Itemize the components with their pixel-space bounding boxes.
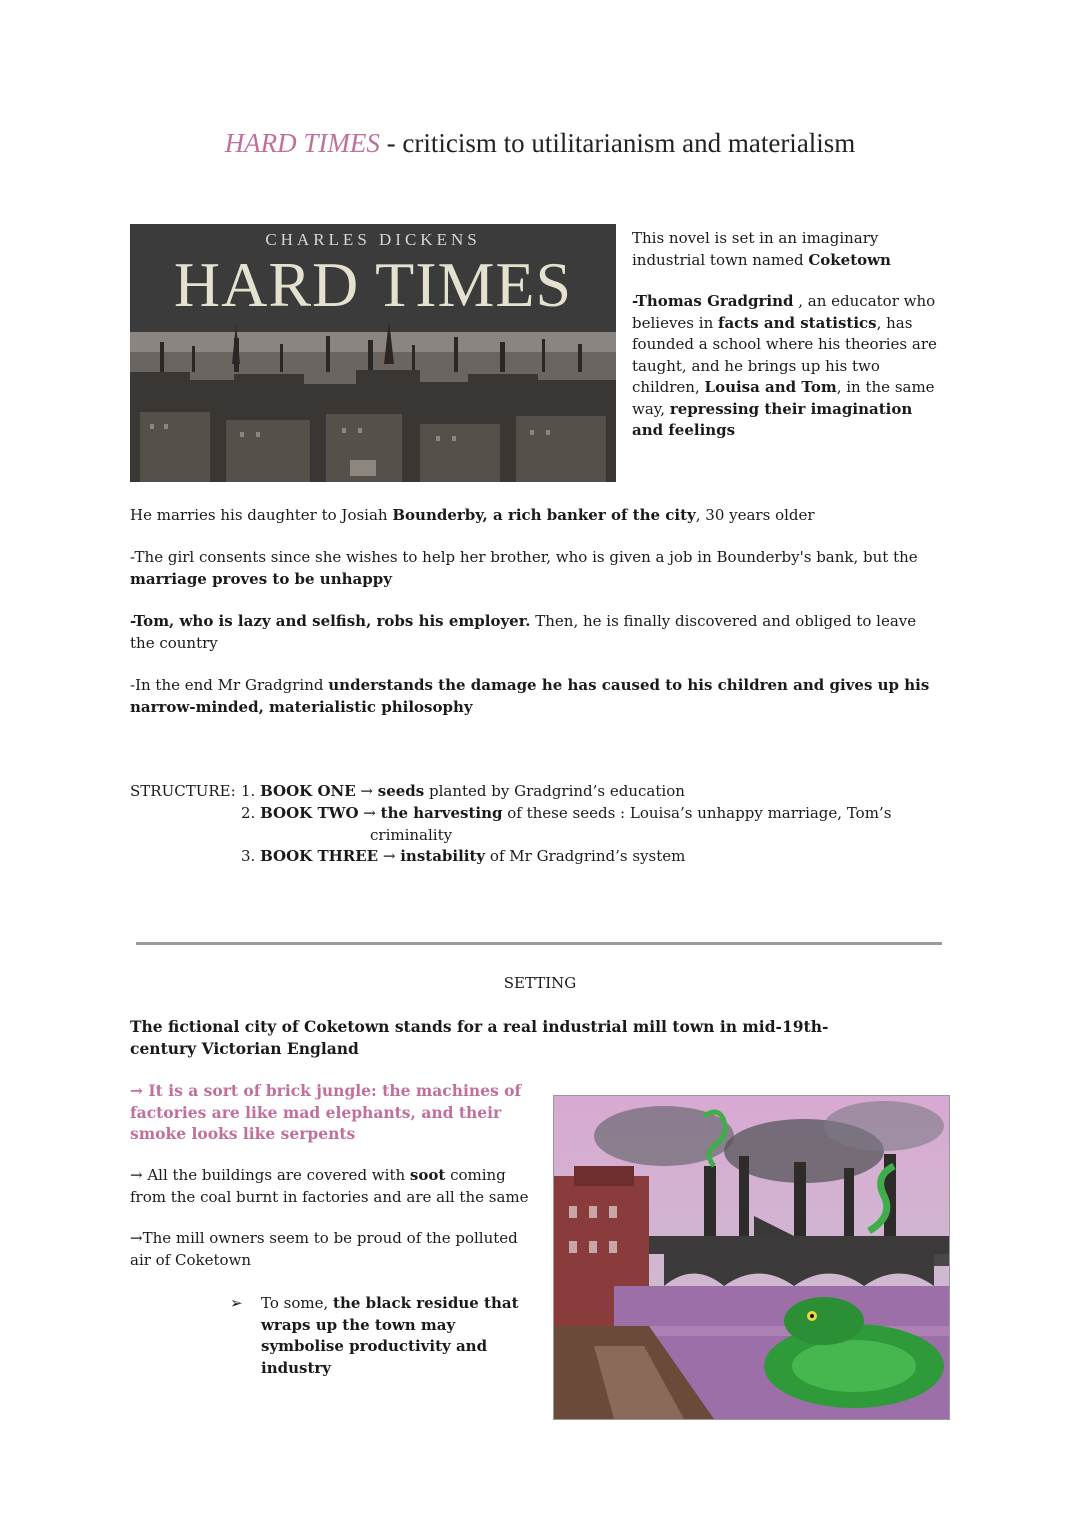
plot-l4-text: -In the end Mr Gradgrind (130, 676, 329, 694)
plot-marriage (130, 505, 930, 527)
soot-bold: soot (409, 1166, 446, 1184)
plot-l4-bold: understands the damage he has caused to his children and gives up his narrow-minded, materialistic philosophy (130, 676, 930, 716)
brick-jungle-text: It is a sort of brick jungle: the machines of factories are like mad elephants, and their smoke looks like serpents (130, 1081, 522, 1143)
plot-tom (130, 611, 930, 654)
title-rest: - criticism to utilitarianism and materialism (379, 128, 856, 158)
b1-rest: planted by Gradgrind’s education (424, 782, 685, 800)
plot-l2-bold: marriage proves to be unhappy (130, 569, 392, 588)
intro-p1-coketown: Coketown (808, 250, 891, 269)
b3-name: BOOK THREE (260, 847, 379, 865)
b2-rest: of these seeds : Louisa’s unhappy marriage, Tom’s (502, 804, 892, 822)
intro-p2-facts: facts and statistics (718, 313, 877, 332)
b2-key: the harvesting (380, 804, 503, 822)
plot-consent (130, 547, 930, 590)
b2-num: 2. (241, 804, 261, 822)
structure-book-one (241, 781, 921, 803)
b1-num: 1. (241, 782, 261, 800)
setting-residue (261, 1293, 531, 1379)
page-title (0, 128, 1080, 159)
setting-soot (130, 1165, 535, 1208)
intro-paragraph-setting (632, 228, 948, 271)
intro-p1-text: This novel is set in an imaginary industrial town named (632, 229, 879, 269)
bullet-arrow-icon: ➢ (230, 1294, 243, 1312)
cover-title: HARD TIMES (173, 249, 573, 320)
setting-heading: SETTING (503, 974, 577, 992)
intro-paragraph-gradgrind (632, 291, 948, 442)
plot-l1-bold: Bounderby, a rich banker of the city (392, 506, 696, 524)
plot-l1-tail: , 30 years older (695, 506, 815, 524)
section-divider (136, 942, 942, 945)
b2-name: BOOK TWO (260, 804, 359, 822)
b3-key: instability (400, 847, 486, 865)
intro-p2-text-1: , an educator who believes in (632, 292, 936, 332)
plot-l3-bold: -Tom, who is lazy and selfish, robs his employer. (130, 612, 531, 630)
soot-text-1: → All the buildings are covered with (130, 1166, 410, 1184)
setting-mill-owners: →The mill owners seem to be proud of the polluted air of Coketown (130, 1229, 518, 1269)
b3-num: 3. (241, 847, 261, 865)
arrow-icon: → (355, 782, 378, 800)
plot-l1-text: He marries his daughter to Josiah (130, 506, 393, 524)
intro-p2-repressing: repressing their imagination and feelings (632, 399, 913, 439)
b1-name: BOOK ONE (260, 782, 356, 800)
intro-p2-text-2: , has founded a school where his theories are taught, and he brings up his two children, (632, 313, 937, 396)
residue-text: To some, (261, 1294, 334, 1312)
structure-book-two-cont: criminality (370, 826, 453, 844)
intro-gradgrind: -Thomas Gradgrind (632, 292, 794, 310)
arrow-icon: → (358, 804, 381, 822)
plot-ending (130, 675, 930, 718)
plot-l3-text: Then, he is finally discovered and obliged to leave the country (130, 612, 917, 652)
setting-brick-jungle (130, 1080, 530, 1145)
intro-p2-children: Louisa and Tom (704, 378, 837, 396)
structure-label: STRUCTURE: (130, 782, 236, 800)
residue-bold: the black residue that wraps up the town may symbolise productivity and industry (261, 1294, 519, 1377)
structure-book-two (241, 803, 921, 825)
plot-l2-text: -The girl consents since she wishes to help her brother, who is given a job in Bounderby's bank, but the (130, 548, 918, 566)
setting-lead: The fictional city of Coketown stands for a real industrial mill town in mid-19th-century Victorian England (130, 1017, 829, 1058)
intro-p2-text-3: , in the same way, (632, 378, 935, 418)
coketown-painting (553, 1095, 950, 1420)
book-cover-image (130, 224, 616, 482)
arrow-icon: → (130, 1081, 149, 1100)
cover-author: CHARLES DICKENS (265, 230, 481, 249)
structure-book-three (241, 846, 921, 868)
coketown-serpent-painting-icon (554, 1096, 949, 1419)
soot-text-2: coming from the coal burnt in factories and are all the same (130, 1166, 529, 1206)
arrow-icon: → (378, 847, 401, 865)
b1-key: seeds (377, 782, 425, 800)
title-highlight: HARD TIMES (224, 128, 380, 158)
b3-rest: of Mr Gradgrind’s system (485, 847, 686, 865)
